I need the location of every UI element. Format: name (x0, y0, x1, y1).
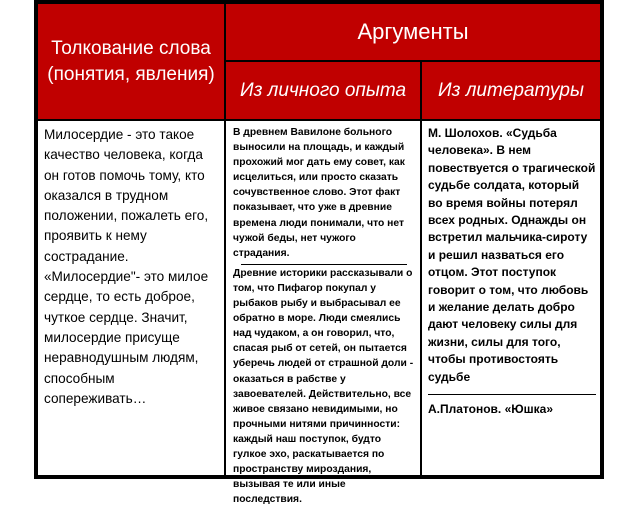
header-arguments-label: Аргументы (357, 19, 469, 44)
term-definition: Милосердие - это такое качество человека, когда он готов помочь тому, кто оказался в трудном положении, пожалеть его, проявить к нему сострадание. «Милосердие"- это милое сердце, то есть доброе, чуткое сердце. Значит, милосердие присуще неравнодушным людям, способным сопереживать… (44, 127, 209, 406)
term-cell (37, 120, 225, 476)
arguments-table (34, 0, 604, 506)
literature-argument-platonov: А.Платонов. «Юшка» (428, 402, 553, 417)
literature-divider (428, 394, 596, 395)
personal-experience-cell (225, 120, 421, 506)
header-arguments (225, 3, 601, 61)
header-personal-experience (225, 61, 421, 120)
personal-divider (241, 264, 407, 265)
literature-argument-sholokhov: М. Шолохов. «Судьба человека». В нем повествуется о трагической судьбе солдата, который во время войны потерял всех родных. Однажды он встретил мальчика-сироту и решил назваться его отцом. Этот поступок говорит о том, что любовь и желание делать добро дают человеку силы для жизни, силы для того, чтобы противостоять судьбе (428, 126, 596, 384)
header-literature-label: Из литературы (438, 79, 584, 101)
header-literature (421, 61, 601, 120)
personal-argument-babylon: В древнем Вавилоне больного выносили на площадь, и каждый прохожий мог дать ему совет, как исцелиться, или просто сказать сочувственное слово. Этот факт показывает, что уже в древние времена люди понимали, что нет чужой беды, нет чужого страдания. (233, 127, 405, 259)
header-personal-label: Из личного опыта (239, 79, 407, 101)
header-term (37, 3, 225, 120)
literature-cell (421, 120, 601, 476)
personal-argument-pythagoras: Древние историки рассказывали о том, что Пифагор покупал у рыбаков рыбу и выбрасывал ее обратно в море. Люди смеялись над чудаком, а он говорил, что, спасая рыб от сетей, он пытается уберечь людей от страшной доли - оказаться в рабстве у завоевателей. Действительно, все живое связано невидимыми, но прочными нитями причинности: каждый наш поступок, будто гулкое эхо, раскатывается по пространству мироздания, вызывая те или иные последствия. (233, 267, 414, 506)
header-term-label: Толкование слова (понятия, явления) (47, 37, 215, 85)
